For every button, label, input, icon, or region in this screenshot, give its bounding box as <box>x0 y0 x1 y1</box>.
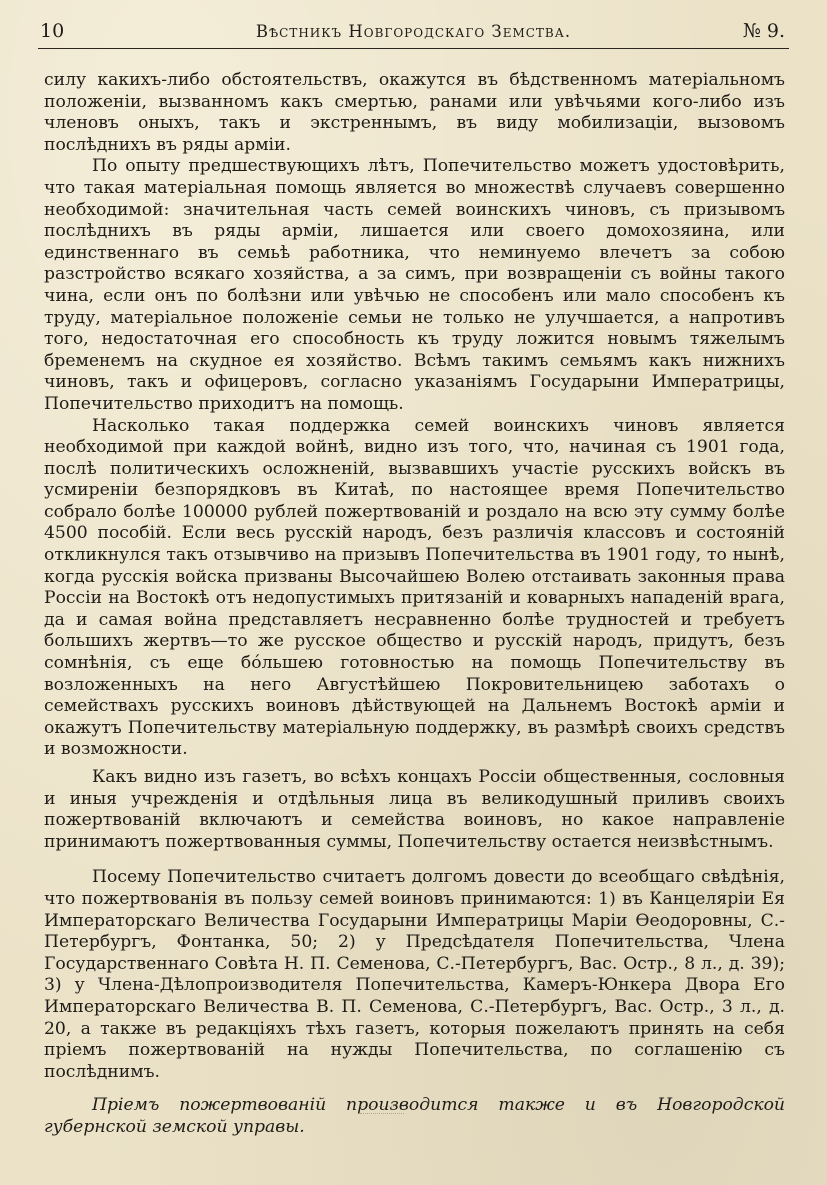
closing-ornament <box>360 1106 404 1114</box>
paragraph-support-history: Насколько такая поддержка семей воинскихъ чиновъ является необходимой при каждой войнѣ, видно изъ того, что, начиная съ 1901 года, послѣ политическихъ осложненій, вызвавшихъ участіе русскихъ войскъ въ усмиреніи безпорядковъ въ Китаѣ, по настоящее время Попечительство собрало болѣе 100000 рублей пожертвованій и роздало на всю эту сумму болѣе 4500 пособій. Если весь русскій народъ, безъ различія классовъ и состояній откликнулся такъ отзывчиво на призывъ Попечительства въ 1901 году, то нынѣ, когда русскія войска призваны Высочайшею Волею отстаивать законныя права Россіи на Востокѣ отъ недопустимыхъ притязаній и коварныхъ нападеній врага, да и самая война представляетъ несравненно болѣе трудностей и требуетъ большихъ жертвъ—то же русское общество и русскій народъ, придутъ, безъ сомнѣнія, съ еще бóльшею готовностью на помощь Попечительству въ возложенныхъ на него Августѣйшею Покровительницею заботахъ о семействахъ русскихъ воиновъ дѣйствующей на Дальнемъ Востокѣ арміи и окажутъ Попечительству матеріальную поддержку, въ размѣрѣ своихъ средствъ и возможности. <box>44 415 785 760</box>
paragraph-continuation: силу какихъ-либо обстоятельствъ, окажутся въ бѣдственномъ матеріальномъ положеніи, вызванномъ какъ смертью, ранами или увѣчьями кого-либо изъ членовъ оныхъ, такъ и экстреннымъ, въ виду мобилизаціи, вызовомъ послѣднихъ въ ряды арміи. <box>44 70 785 155</box>
journal-title: Вѣстникъ Новгородскаго Земства. <box>255 22 572 41</box>
paragraph-material-help: По опыту предшествующихъ лѣтъ, Попечительство можетъ удостовѣрить, что такая матеріальная помощь является во множествѣ случаевъ совершенно необходимой: значительная часть семей воинскихъ чиновъ, съ призывомъ послѣднихъ въ ряды арміи, лишается или своего домохозяина, или единственнаго въ семьѣ работника, что неминуемо влечетъ за собою разстройство всякаго хозяйства, а за симъ, при возвращеніи съ войны такого чина, если онъ по болѣзни или увѣчью не способенъ или мало способенъ къ труду, матеріальное положеніе семьи не только не улучшается, а напротивъ того, недостаточная его способность къ труду ложится новымъ тяжелымъ бременемъ на скудное ея хозяйство. Всѣмъ такимъ семьямъ какъ нижнихъ чиновъ, такъ и офицеровъ, согласно указаніямъ Государыни Императрицы, Попечительство приходитъ на помощь. <box>44 156 785 414</box>
paragraph-donation-addresses: Посему Попечительство считаетъ долгомъ довести до всеобщаго свѣдѣнія, что пожертвованія въ пользу семей воиновъ принимаются: 1) въ Канцеляріи Ея Императорскаго Величества Государыни Императрицы Маріи Ѳеодоровны, С.-Петербургъ, Фонтанка, 50; 2) у Предсѣдателя Попечительства, Члена Государственнаго Совѣта Н. П. Семенова, С.-Петербургъ, Вас. Остр., 8 л., д. 39); 3) у Члена-Дѣлопроизводителя Попечительства, Камеръ-Юнкера Двора Его Императорскаго Величества В. П. Семенова, С.-Петербургъ, Вас. Остр., 3 л., д. 20, а также въ редакціяхъ тѣхъ газетъ, которыя пожелаютъ принять на себя пріемъ пожертвованій на нужды Попечительства, по соглашенію съ послѣднимъ. <box>44 867 785 1082</box>
issue-number: № 9. <box>742 20 785 42</box>
footnote-zemstvo-acceptance: Пріемъ пожертвованій производится также и въ Новгородской губернской земской управы. <box>44 1095 785 1137</box>
paragraph-newspapers: Какъ видно изъ газетъ, во всѣхъ концахъ Россіи общественныя, сословныя и иныя учрежденія и отдѣльныя лица въ великодушный приливъ своихъ пожертвованій включаютъ и семейства воиновъ, но какое направленіе принимаютъ пожертвованныя суммы, Попечительству остается неизвѣстнымъ. <box>44 767 785 852</box>
page-header <box>38 18 789 49</box>
page-number: 10 <box>40 20 65 42</box>
article-body <box>44 70 785 1139</box>
